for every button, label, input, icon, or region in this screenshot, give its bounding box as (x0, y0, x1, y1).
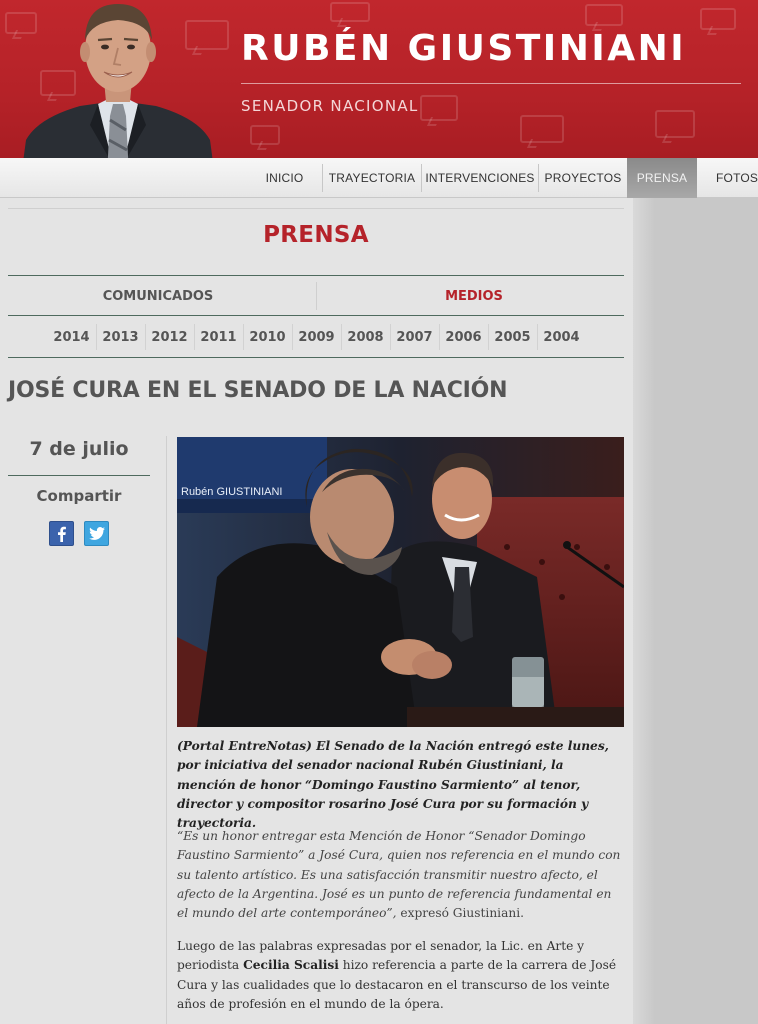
photo-screen-text: Rubén GIUSTINIANI (181, 486, 283, 498)
nav-item-intervenciones[interactable]: INTERVENCIONES (425, 171, 535, 185)
meta-divider (8, 475, 150, 476)
header-divider (241, 83, 741, 84)
site-title[interactable]: RUBÉN GIUSTINIANI (241, 28, 687, 69)
decor-bubble (330, 2, 370, 22)
nav-item-inicio[interactable]: INICIO (265, 171, 304, 185)
tab-divider (316, 282, 317, 310)
nav-item-prensa[interactable]: PRENSA (627, 158, 697, 198)
right-sidebar (633, 198, 758, 1024)
decor-bubble (655, 110, 695, 138)
year-2009[interactable]: 2009 (298, 329, 335, 345)
year-2012[interactable]: 2012 (151, 329, 188, 345)
paragraph-text-end: hizo referencia a parte de la carrera de José Cura y las cualidades que lo destacaron en el transcurso de los veinte años de profesión en el mundo de la ópera. (177, 958, 617, 1011)
site-subtitle: SENADOR NACIONAL (241, 97, 419, 115)
nav-item-proyectos[interactable]: PROYECTOS (544, 171, 622, 185)
decor-bubble (420, 95, 458, 121)
year-2005[interactable]: 2005 (494, 329, 531, 345)
year-2010[interactable]: 2010 (249, 329, 286, 345)
main-nav (0, 158, 758, 198)
quote-attribution: expresó Giustiniani. (396, 906, 524, 921)
year-2004[interactable]: 2004 (543, 329, 580, 345)
article-quote (177, 827, 624, 923)
year-2014[interactable]: 2014 (53, 329, 90, 345)
decor-bubble (700, 8, 736, 30)
main-content (0, 198, 633, 1024)
facebook-icon (56, 526, 67, 542)
year-2008[interactable]: 2008 (347, 329, 384, 345)
section-title: PRENSA (263, 222, 369, 248)
year-2007[interactable]: 2007 (396, 329, 433, 345)
tab-medios[interactable]: MEDIOS (445, 288, 503, 304)
decor-bubble (585, 4, 623, 26)
decor-bubble (520, 115, 564, 143)
article-date: 7 de julio (29, 438, 129, 460)
year-2013[interactable]: 2013 (102, 329, 139, 345)
article-photo (177, 437, 624, 727)
year-2011[interactable]: 2011 (200, 329, 237, 345)
nav-item-fotos[interactable]: FOTOS (716, 171, 758, 185)
article-lead: (Portal EntreNotas) El Senado de la Nación entregó este lunes, por iniciativa del senador nacional Rubén Giustiniani, la mención de honor “Domingo Faustino Sarmiento” al tenor, director y compositor rosarino José Cura por su formación y trayectoria. (177, 739, 609, 831)
quote-text: “Es un honor entregar esta Mención de Honor “Senador Domingo Faustino Sarmiento” a José Cura, quien nos referencia en el mundo con su talento artístico. Es una satisfacción transmitir nuestro afecto, el afecto de la Argentina. José es un punto de referencia fundamental en el mundo del arte contemporáneo”, (177, 829, 621, 921)
senate-photo-illustration (177, 437, 624, 727)
content-top-rule (8, 208, 624, 209)
year-filter (8, 317, 624, 358)
article-paragraph (177, 937, 624, 1014)
tab-comunicados[interactable]: COMUNICADOS (102, 288, 214, 304)
decor-bubble (250, 125, 280, 145)
column-divider (166, 436, 167, 1024)
twitter-icon (89, 527, 105, 540)
twitter-share-button[interactable] (84, 521, 109, 546)
press-tabs (8, 275, 624, 316)
facebook-share-button[interactable] (49, 521, 74, 546)
nav-item-trayectoria[interactable]: TRAYECTORIA (328, 171, 416, 185)
paragraph-text-start: Luego de las palabras expresadas por el senador, la Lic. en Arte y periodista (177, 939, 585, 973)
highlighted-name: Cecilia Scalisi (243, 958, 339, 973)
year-2006[interactable]: 2006 (445, 329, 482, 345)
article-title: JOSÉ CURA EN EL SENADO DE LA NACIÓN (8, 378, 508, 403)
share-label: Compartir (36, 487, 122, 505)
